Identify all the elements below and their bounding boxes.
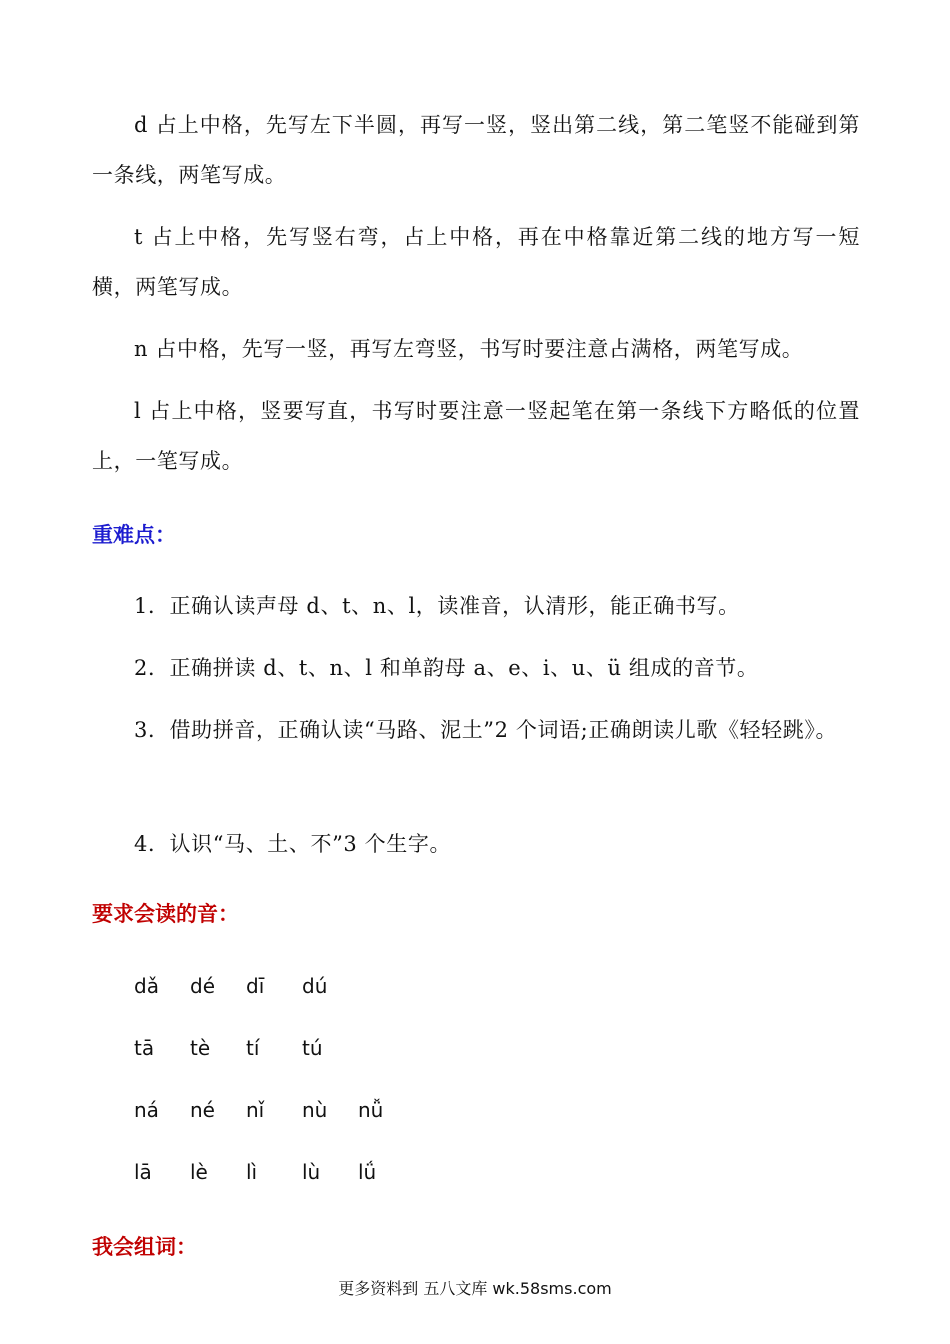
word-building-heading: 我会组词： [92, 1235, 197, 1259]
syllable: tā [134, 1036, 155, 1060]
syllable: dǎ [134, 974, 159, 998]
key-point-4: 4．认识“马、土、不”3 个生字。 [134, 832, 452, 856]
key-points-heading: 重难点： [92, 523, 176, 547]
syllable: lì [246, 1160, 258, 1184]
syllable: lè [190, 1160, 208, 1184]
syllable: nǐ [246, 1098, 265, 1122]
syllable: dú [302, 974, 328, 998]
syllable: lǘ [358, 1160, 377, 1184]
syllable: nǚ [358, 1098, 384, 1122]
paragraph-n-writing: n 占中格，先写一竖，再写左弯竖，书写时要注意占满格，两笔写成。 [134, 337, 804, 361]
syllable: nù [302, 1098, 328, 1122]
syllable: dī [246, 974, 265, 998]
syllable: ná [134, 1098, 159, 1122]
paragraph-d-writing: d 占上中格，先写左下半圆，再写一竖，竖出第二线，第二笔竖不能碰到第一条线，两笔写成。 [92, 113, 860, 187]
paragraph-l-writing: l 占上中格，竖要写直，书写时要注意一竖起笔在第一条线下方略低的位置上，一笔写成。 [92, 399, 860, 473]
syllable: né [190, 1098, 215, 1122]
key-point-3: 3．借助拼音，正确认读“马路、泥土”2 个词语;正确朗读儿歌《轻轻跳》。 [134, 718, 838, 742]
syllable: lā [134, 1160, 152, 1184]
syllable: tú [302, 1036, 323, 1060]
syllables-heading: 要求会读的音： [92, 902, 239, 926]
key-point-1: 1．正确认读声母 d、t、n、l，读准音，认清形，能正确书写。 [134, 594, 740, 618]
footer-watermark: 更多资料到 五八文库 wk.58sms.com [338, 1279, 612, 1298]
syllable: tí [246, 1036, 260, 1060]
syllable: dé [190, 974, 215, 998]
syllable: lù [302, 1160, 321, 1184]
syllable: tè [190, 1036, 211, 1060]
key-point-2: 2．正确拼读 d、t、n、l 和单韵母 a、e、i、u、ü 组成的音节。 [134, 656, 759, 680]
document-page [92, 0, 860, 1344]
paragraph-t-writing: t 占上中格，先写竖右弯，占上中格，再在中格靠近第二线的地方写一短横，两笔写成。 [92, 225, 860, 299]
